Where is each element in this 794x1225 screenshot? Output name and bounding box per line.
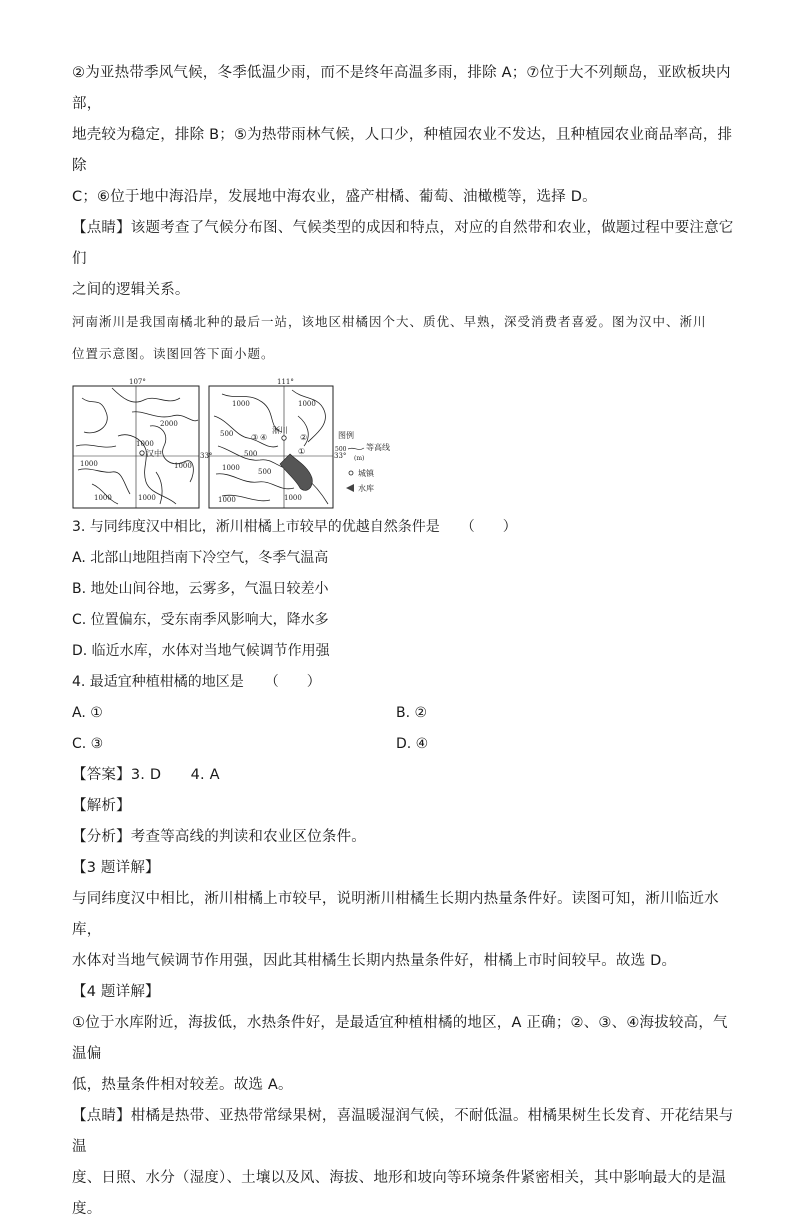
answer-text: 3. D 4. A [130, 767, 220, 783]
lon-left-label: 107° [129, 378, 146, 386]
q4-detail-line-2: 低，热量条件相对较差。故选 A。 [72, 1077, 293, 1093]
legend-unit: (m) [354, 455, 365, 462]
marker-1: ① [298, 447, 306, 456]
answer-label: 【答案】 [72, 767, 131, 783]
left-contour-label: 1000 [138, 494, 156, 502]
lat-right-label: 33° [334, 452, 347, 460]
q4-option-b: B. ② [396, 705, 428, 721]
right-contour-label: 1000 [222, 464, 240, 472]
prev-note-line-1: 【点睛】该题考查了气候分布图、气候类型的成因和特点，对应的自然带和农业，做题过程中要注意它们 [72, 220, 734, 267]
lat-left-label: 33° [200, 452, 213, 460]
marker-3: ③ [251, 433, 259, 442]
stem-line-2: 位置示意图。读图回答下面小题。 [72, 346, 275, 361]
location-map [72, 376, 740, 510]
left-contour-label: 1000 [174, 462, 192, 470]
q3-option-c: C. 位置偏东，受东南季风影响大，降水多 [72, 612, 329, 628]
legend-contour: 等高线 [366, 443, 390, 452]
q4-option-d: D. ④ [396, 736, 429, 752]
map-figure [72, 376, 412, 510]
prev-line-3: C；⑥位于地中海沿岸，发展地中海农业，盛产柑橘、葡萄、油橄榄等，选择 D。 [72, 189, 597, 205]
city-left-label: 汉中 [146, 449, 162, 458]
q4-detail-line-1: ①位于水库附近，海拔低，水热条件好，是最适宜种植柑橘的地区，A 正确；②、③、④海拔较高，气温偏 [72, 1015, 728, 1062]
legend-town: 城镇 [358, 469, 374, 478]
right-contour-label: 500 [244, 450, 258, 458]
right-contour-label: 1000 [218, 496, 236, 504]
right-contour-label: 500 [220, 430, 234, 438]
marker-4: ④ [260, 433, 268, 442]
q4-options-row-2 [72, 729, 740, 760]
right-contour-label: 1000 [298, 400, 316, 408]
q3-option-b: B. 地处山间谷地，云雾多，气温日较差小 [72, 581, 329, 597]
q4-option-a: A. ① [72, 705, 103, 721]
legend-contour-sample [348, 448, 364, 449]
q3-option-d: D. 临近水库，水体对当地气候调节作用强 [72, 643, 330, 659]
legend-500: 500 [335, 446, 347, 453]
hanzhong-town-marker [140, 451, 144, 455]
prev-note-line-2: 之间的逻辑关系。 [72, 282, 190, 298]
note-line-2: 度、日照、水分（湿度）、土壤以及风、海拔、地形和坡向等环境条件紧密相关，其中影响最大的是温度。 [72, 1170, 727, 1217]
left-contour-label: 1000 [94, 494, 112, 502]
q4-option-c: C. ③ [72, 736, 104, 752]
q3-detail-line-2: 水体对当地气候调节作用强，因此其柑橘生长期内热量条件好，柑橘上市时间较早。故选 D。 [72, 953, 677, 969]
q3-title: 3. 与同纬度汉中相比，淅川柑橘上市较早的优越自然条件是 （ ） [72, 519, 517, 535]
marker-2: ② [300, 433, 308, 442]
xichuan-town-marker [282, 436, 286, 440]
right-contour-label: 1000 [232, 400, 250, 408]
legend-reservoir-marker [346, 484, 354, 492]
legend-reservoir: 水库 [358, 484, 374, 493]
q3-detail-head: 【3 题详解】 [72, 860, 160, 876]
analysis-fenxi: 【分析】考查等高线的判读和农业区位条件。 [72, 829, 366, 845]
q3-option-a: A. 北部山地阻挡南下冷空气，冬季气温高 [72, 550, 329, 566]
analysis-label: 【解析】 [72, 798, 131, 814]
note-line-1: 【点睛】柑橘是热带、亚热带常绿果树，喜温暖湿润气候，不耐低温。柑橘果树生长发育、开花结果与温 [72, 1108, 734, 1155]
prev-line-2: 地壳较为稳定，排除 B；⑤为热带雨林气候，人口少，种植园农业不发达，且种植园农业商品率高，排除 [72, 127, 733, 174]
left-contour-label: 2000 [160, 420, 178, 428]
right-contour-label: 500 [258, 468, 272, 476]
q4-title: 4. 最适宜种植柑橘的地区是 （ ） [72, 674, 321, 690]
document-page [72, 58, 740, 1225]
right-contour-label: 1000 [284, 494, 302, 502]
answer-line [72, 760, 740, 791]
legend-title: 图例 [338, 431, 354, 440]
q4-detail-head: 【4 题详解】 [72, 984, 160, 1000]
legend-town-marker [349, 471, 353, 475]
map-legend [335, 430, 390, 493]
prev-line-1: ②为亚热带季风气候，冬季低温少雨，而不是终年高温多雨，排除 A；⑦位于大不列颠岛，亚欧板块内部， [72, 65, 731, 112]
q4-options-row-1 [72, 698, 740, 729]
city-right-label: 淅川 [272, 426, 288, 435]
q3-detail-line-1: 与同纬度汉中相比，淅川柑橘上市较早，说明淅川柑橘生长期内热量条件好。读图可知，淅川临近水库， [72, 891, 719, 938]
left-contour-label: 1000 [80, 460, 98, 468]
stem-line-1: 河南淅川是我国南橘北种的最后一站，该地区柑橘因个大、质优、早熟，深受消费者喜爱。图为汉中、淅川 [72, 314, 707, 329]
left-contour-label: 1000 [136, 440, 154, 448]
reservoir-shape [280, 454, 312, 490]
lon-right-label: 111° [277, 378, 294, 386]
